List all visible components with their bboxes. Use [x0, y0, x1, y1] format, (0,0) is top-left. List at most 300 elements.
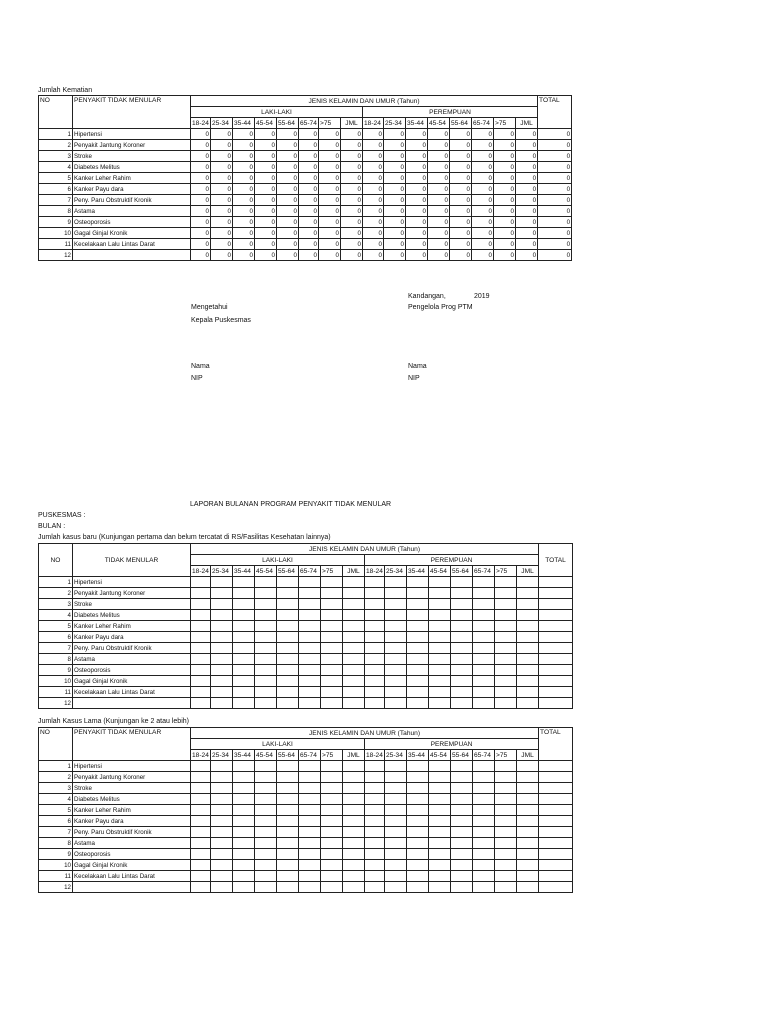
value-cell	[473, 783, 495, 794]
value-cell: 0	[341, 140, 363, 151]
value-cell	[451, 588, 473, 599]
total-cell	[539, 871, 573, 882]
table-row	[39, 228, 572, 239]
value-cell: 0	[233, 140, 255, 151]
total-cell	[539, 610, 573, 621]
value-cell: 0	[472, 250, 494, 261]
value-cell	[385, 588, 407, 599]
value-cell	[495, 827, 517, 838]
total-cell: 0	[538, 173, 572, 184]
disease-name: Peny. Paru Obstruktif Kronik	[73, 195, 191, 206]
value-cell: 0	[363, 250, 384, 261]
value-cell: 0	[277, 151, 299, 162]
value-cell: 0	[363, 162, 384, 173]
disease-name: Gagal Ginjal Kronik	[73, 676, 191, 687]
value-cell: 0	[406, 228, 428, 239]
value-cell: 0	[299, 195, 319, 206]
header-group: JENIS KELAMIN DAN UMUR (Tahun)	[191, 544, 539, 555]
value-cell: 0	[428, 129, 450, 140]
value-cell	[255, 794, 277, 805]
row-number: 9	[39, 849, 73, 860]
value-cell	[211, 654, 233, 665]
header-group: JENIS KELAMIN DAN UMUR (Tahun)	[191, 728, 539, 739]
table-row	[39, 621, 573, 632]
value-cell: 0	[191, 206, 211, 217]
value-cell	[233, 783, 255, 794]
value-cell	[277, 610, 299, 621]
value-cell: 0	[450, 173, 472, 184]
age-group-header: 55-64	[277, 118, 299, 129]
value-cell	[233, 816, 255, 827]
value-cell	[211, 805, 233, 816]
value-cell: 0	[255, 195, 277, 206]
value-cell	[407, 599, 429, 610]
value-cell	[385, 761, 407, 772]
value-cell: 0	[341, 151, 363, 162]
value-cell	[343, 676, 365, 687]
value-cell: 0	[299, 140, 319, 151]
value-cell	[385, 860, 407, 871]
value-cell	[211, 687, 233, 698]
value-cell	[321, 687, 343, 698]
value-cell	[385, 698, 407, 709]
value-cell	[365, 643, 385, 654]
value-cell	[517, 654, 539, 665]
value-cell	[233, 643, 255, 654]
value-cell	[429, 687, 451, 698]
value-cell: 0	[516, 239, 538, 250]
value-cell	[429, 698, 451, 709]
value-cell: 0	[255, 217, 277, 228]
value-cell: 0	[191, 228, 211, 239]
value-cell	[495, 599, 517, 610]
value-cell	[233, 827, 255, 838]
value-cell: 0	[319, 162, 341, 173]
value-cell: 0	[428, 184, 450, 195]
value-cell	[277, 794, 299, 805]
value-cell	[343, 665, 365, 676]
value-cell	[495, 687, 517, 698]
value-cell	[299, 882, 321, 893]
value-cell: 0	[450, 206, 472, 217]
total-cell	[539, 687, 573, 698]
value-cell	[277, 882, 299, 893]
value-cell: 0	[277, 228, 299, 239]
new-cases-table	[38, 543, 573, 709]
header-female: PEREMPUAN	[365, 739, 539, 750]
disease-name: Peny. Paru Obstruktif Kronik	[73, 643, 191, 654]
value-cell	[277, 761, 299, 772]
value-cell	[299, 610, 321, 621]
value-cell: 0	[191, 162, 211, 173]
value-cell	[517, 687, 539, 698]
value-cell	[385, 794, 407, 805]
value-cell	[407, 871, 429, 882]
value-cell	[255, 838, 277, 849]
row-number: 6	[39, 184, 73, 195]
table-row	[39, 140, 572, 151]
value-cell	[255, 772, 277, 783]
value-cell	[451, 761, 473, 772]
table-row	[39, 772, 573, 783]
value-cell	[407, 577, 429, 588]
value-cell	[191, 643, 211, 654]
age-group-header: 65-74	[299, 566, 321, 577]
value-cell	[429, 654, 451, 665]
death-table	[38, 95, 572, 261]
value-cell	[451, 654, 473, 665]
age-group-header: JML	[517, 566, 539, 577]
left-title-1: Mengetahui	[191, 304, 228, 311]
age-group-header: 35-44	[407, 566, 429, 577]
value-cell: 0	[233, 129, 255, 140]
value-cell: 0	[233, 151, 255, 162]
value-cell	[299, 838, 321, 849]
value-cell: 0	[341, 250, 363, 261]
age-group-header: >75	[495, 750, 517, 761]
value-cell	[191, 665, 211, 676]
disease-name: Diabetes Melitus	[73, 610, 191, 621]
value-cell: 0	[299, 250, 319, 261]
value-cell	[211, 882, 233, 893]
value-cell	[517, 761, 539, 772]
value-cell	[473, 827, 495, 838]
value-cell	[321, 577, 343, 588]
table-row	[39, 783, 573, 794]
value-cell: 0	[450, 239, 472, 250]
value-cell	[343, 794, 365, 805]
value-cell: 0	[211, 162, 233, 173]
value-cell: 0	[472, 184, 494, 195]
value-cell: 0	[255, 239, 277, 250]
value-cell	[365, 794, 385, 805]
header-total: TOTAL	[539, 544, 573, 577]
value-cell	[255, 698, 277, 709]
value-cell	[191, 588, 211, 599]
value-cell: 0	[191, 217, 211, 228]
value-cell	[321, 805, 343, 816]
age-group-header: 65-74	[299, 750, 321, 761]
value-cell	[191, 794, 211, 805]
value-cell: 0	[211, 217, 233, 228]
value-cell	[321, 816, 343, 827]
value-cell: 0	[233, 195, 255, 206]
value-cell: 0	[384, 195, 406, 206]
value-cell	[385, 621, 407, 632]
value-cell: 0	[450, 195, 472, 206]
value-cell	[233, 654, 255, 665]
value-cell: 0	[341, 129, 363, 140]
value-cell	[365, 632, 385, 643]
total-cell	[539, 632, 573, 643]
value-cell: 0	[233, 162, 255, 173]
disease-name: Kanker Leher Rahim	[73, 173, 191, 184]
value-cell	[517, 676, 539, 687]
value-cell	[473, 816, 495, 827]
value-cell	[191, 761, 211, 772]
value-cell	[321, 632, 343, 643]
age-group-header: 55-64	[451, 750, 473, 761]
value-cell: 0	[406, 206, 428, 217]
row-number: 12	[39, 698, 73, 709]
table-row	[39, 162, 572, 173]
value-cell	[517, 783, 539, 794]
total-cell	[539, 643, 573, 654]
value-cell: 0	[450, 217, 472, 228]
table-row	[39, 665, 573, 676]
table-row	[39, 588, 573, 599]
value-cell	[233, 610, 255, 621]
value-cell	[299, 860, 321, 871]
value-cell	[255, 816, 277, 827]
value-cell: 0	[406, 140, 428, 151]
total-cell: 0	[538, 140, 572, 151]
value-cell	[255, 621, 277, 632]
age-group-header: 35-44	[406, 118, 428, 129]
value-cell	[233, 849, 255, 860]
age-group-header: 55-64	[450, 118, 472, 129]
value-cell	[495, 816, 517, 827]
value-cell: 0	[516, 250, 538, 261]
disease-name: Stroke	[73, 599, 191, 610]
value-cell: 0	[211, 250, 233, 261]
value-cell	[365, 654, 385, 665]
value-cell	[365, 783, 385, 794]
total-cell	[539, 761, 573, 772]
header-row	[39, 728, 573, 739]
table-row	[39, 195, 572, 206]
disease-name: Penyakit Jantung Koroner	[73, 772, 191, 783]
value-cell	[233, 676, 255, 687]
value-cell	[385, 816, 407, 827]
value-cell: 0	[494, 173, 516, 184]
value-cell: 0	[472, 140, 494, 151]
value-cell: 0	[211, 239, 233, 250]
total-cell	[539, 816, 573, 827]
total-cell: 0	[538, 250, 572, 261]
age-group-header: 25-34	[385, 566, 407, 577]
value-cell	[495, 805, 517, 816]
row-number: 10	[39, 676, 73, 687]
disease-name	[73, 882, 191, 893]
value-cell: 0	[384, 129, 406, 140]
value-cell: 0	[363, 195, 384, 206]
report-title: LAPORAN BULANAN PROGRAM PENYAKIT TIDAK MENULAR	[190, 501, 392, 508]
value-cell	[191, 849, 211, 860]
age-group-header: 25-34	[211, 566, 233, 577]
value-cell: 0	[406, 151, 428, 162]
value-cell	[495, 772, 517, 783]
value-cell	[299, 621, 321, 632]
table-row	[39, 217, 572, 228]
row-number: 1	[39, 761, 73, 772]
value-cell: 0	[384, 250, 406, 261]
value-cell	[365, 805, 385, 816]
value-cell	[211, 610, 233, 621]
value-cell	[321, 599, 343, 610]
value-cell	[407, 632, 429, 643]
value-cell	[495, 610, 517, 621]
value-cell: 0	[341, 228, 363, 239]
value-cell	[473, 882, 495, 893]
value-cell: 0	[299, 151, 319, 162]
value-cell	[429, 827, 451, 838]
header-no: NO	[39, 544, 73, 577]
value-cell: 0	[191, 173, 211, 184]
value-cell: 0	[211, 206, 233, 217]
header-total: TOTAL	[538, 96, 572, 129]
value-cell	[365, 816, 385, 827]
value-cell	[429, 665, 451, 676]
row-number: 8	[39, 654, 73, 665]
row-number: 1	[39, 577, 73, 588]
table-row	[39, 206, 572, 217]
value-cell: 0	[299, 162, 319, 173]
total-cell	[539, 882, 573, 893]
old-cases-table	[38, 727, 573, 893]
value-cell: 0	[428, 140, 450, 151]
value-cell	[321, 643, 343, 654]
total-cell	[539, 588, 573, 599]
value-cell	[365, 577, 385, 588]
value-cell	[321, 621, 343, 632]
age-group-header: 18-24	[192, 751, 209, 759]
value-cell	[233, 632, 255, 643]
disease-name: Stroke	[73, 151, 191, 162]
value-cell	[299, 816, 321, 827]
value-cell: 0	[472, 217, 494, 228]
row-number: 4	[39, 610, 73, 621]
value-cell	[429, 632, 451, 643]
value-cell	[385, 665, 407, 676]
value-cell	[321, 588, 343, 599]
value-cell	[473, 632, 495, 643]
value-cell	[211, 816, 233, 827]
value-cell: 0	[472, 151, 494, 162]
row-number: 10	[39, 228, 73, 239]
value-cell	[255, 632, 277, 643]
age-group-header: JML	[343, 566, 365, 577]
value-cell: 0	[211, 228, 233, 239]
value-cell	[407, 860, 429, 871]
value-cell	[385, 849, 407, 860]
value-cell: 0	[319, 195, 341, 206]
value-cell: 0	[516, 228, 538, 239]
value-cell: 0	[494, 162, 516, 173]
value-cell	[495, 665, 517, 676]
table-row	[39, 698, 573, 709]
value-cell: 0	[494, 140, 516, 151]
value-cell: 0	[450, 250, 472, 261]
age-group-header: 45-54	[255, 566, 277, 577]
value-cell	[429, 772, 451, 783]
value-cell	[321, 654, 343, 665]
value-cell	[343, 621, 365, 632]
value-cell	[429, 871, 451, 882]
value-cell	[495, 882, 517, 893]
value-cell	[473, 860, 495, 871]
value-cell	[277, 588, 299, 599]
value-cell	[473, 577, 495, 588]
value-cell: 0	[406, 195, 428, 206]
value-cell: 0	[450, 162, 472, 173]
value-cell	[365, 761, 385, 772]
value-cell	[451, 643, 473, 654]
age-group-header: 25-34	[384, 118, 406, 129]
value-cell	[343, 849, 365, 860]
value-cell	[191, 772, 211, 783]
age-group-header: JML	[517, 750, 539, 761]
total-cell	[539, 827, 573, 838]
section2-title: Jumlah kasus baru (Kunjungan pertama dan belum tercatat di RS/Fasilitas Kesehatan lainnya)	[38, 534, 331, 541]
value-cell: 0	[384, 239, 406, 250]
value-cell	[365, 860, 385, 871]
value-cell	[255, 599, 277, 610]
value-cell	[407, 698, 429, 709]
value-cell	[277, 599, 299, 610]
value-cell	[191, 860, 211, 871]
value-cell: 0	[406, 184, 428, 195]
age-group-header: 35-44	[233, 118, 255, 129]
value-cell: 0	[384, 228, 406, 239]
value-cell	[385, 838, 407, 849]
age-group-header: 65-74	[473, 750, 495, 761]
value-cell	[277, 816, 299, 827]
age-group-header: 45-54	[429, 566, 451, 577]
value-cell: 0	[494, 184, 516, 195]
value-cell	[191, 805, 211, 816]
age-group-header: >75	[495, 566, 517, 577]
value-cell	[451, 849, 473, 860]
table-row	[39, 816, 573, 827]
value-cell	[191, 676, 211, 687]
value-cell	[255, 588, 277, 599]
total-cell	[539, 805, 573, 816]
value-cell	[255, 761, 277, 772]
value-cell: 0	[341, 184, 363, 195]
value-cell: 0	[211, 184, 233, 195]
value-cell	[299, 794, 321, 805]
header-total: TOTAL	[539, 728, 573, 761]
value-cell: 0	[211, 173, 233, 184]
table-row	[39, 687, 573, 698]
value-cell: 0	[450, 129, 472, 140]
value-cell	[517, 805, 539, 816]
value-cell: 0	[277, 184, 299, 195]
value-cell: 0	[299, 217, 319, 228]
value-cell	[343, 687, 365, 698]
right-title: Pengelola Prog PTM	[408, 304, 473, 311]
value-cell	[451, 805, 473, 816]
value-cell: 0	[428, 195, 450, 206]
value-cell	[495, 621, 517, 632]
value-cell	[255, 882, 277, 893]
value-cell	[473, 599, 495, 610]
value-cell	[473, 698, 495, 709]
value-cell: 0	[277, 195, 299, 206]
value-cell	[211, 577, 233, 588]
value-cell	[321, 665, 343, 676]
value-cell	[233, 794, 255, 805]
value-cell	[517, 816, 539, 827]
header-female: PEREMPUAN	[363, 107, 538, 118]
row-number: 2	[39, 772, 73, 783]
value-cell	[365, 676, 385, 687]
value-cell	[343, 816, 365, 827]
left-title-2: Kepala Puskesmas	[191, 317, 251, 324]
table-row	[39, 599, 573, 610]
value-cell: 0	[233, 206, 255, 217]
